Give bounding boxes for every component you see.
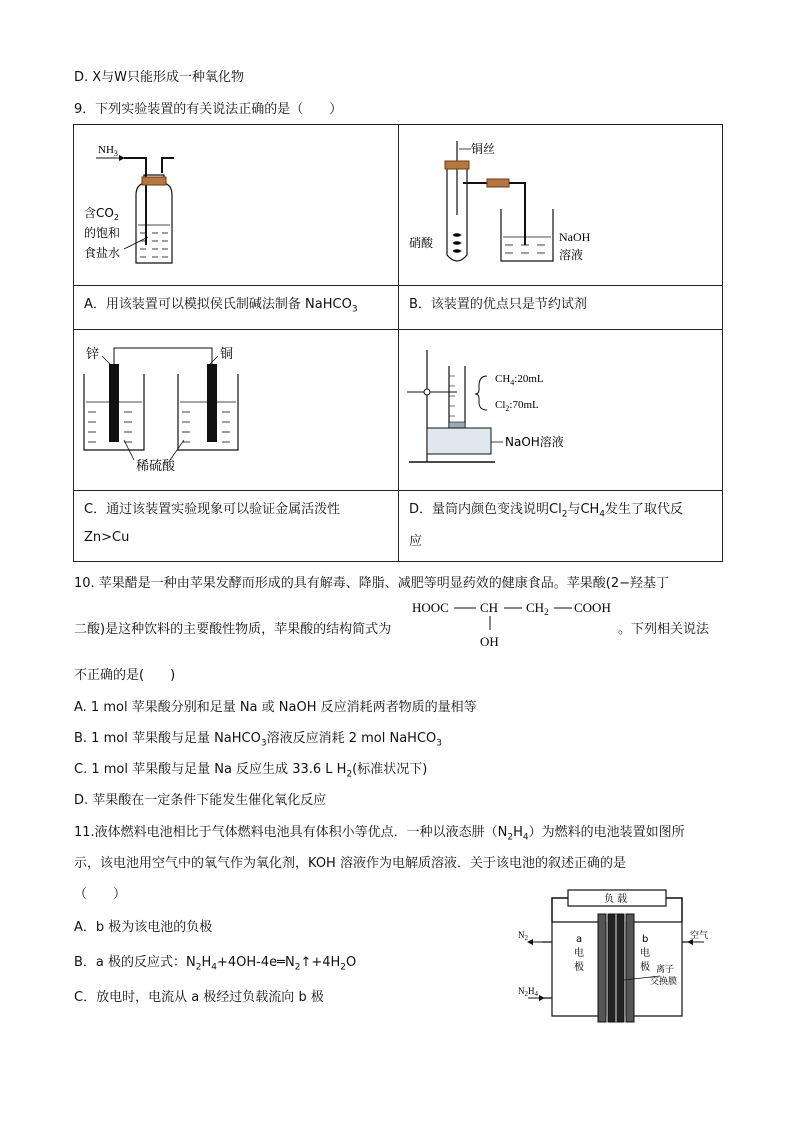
q9-a-figure xyxy=(74,125,398,285)
air-label: 空气 xyxy=(690,931,709,941)
q10-option-a xyxy=(74,696,477,715)
q9-d-figure-cell xyxy=(399,329,723,490)
cl2-label: $Cl_2:70mL$ xyxy=(495,398,539,413)
q9-b-figure xyxy=(399,125,722,285)
q9-d-caption-line1: D．量筒内颜色变浅说明$Cl_2$与$CH_4$发生了取代反 xyxy=(409,501,684,520)
q10-line2-tail xyxy=(618,618,709,637)
q11-line1: 11.液体燃料电池相比于气体燃料电池具有体积小等优点．一种以液态肼$(N_2H_4)$为燃料的电池装置如图所 xyxy=(74,825,685,843)
q9-d-caption xyxy=(399,491,722,562)
q10-line3 xyxy=(74,664,175,683)
q10-option-d xyxy=(74,789,326,808)
ch2-group: $CH_2$ xyxy=(526,600,549,617)
fuel-cell-figure xyxy=(518,888,718,1032)
b-electrode-label-2: 电 xyxy=(640,948,650,959)
q9-c-caption-line2: Zn>Cu xyxy=(84,529,130,545)
malic-acid-svg xyxy=(412,598,622,652)
naoh-solution-label: NaOH溶液 xyxy=(505,434,564,449)
nh3-label: $NH_3$ xyxy=(98,144,118,158)
q9-c-caption-line1: C．通过该装置实验现象可以验证金属活泼性 xyxy=(84,501,341,517)
salt-label-2: 的饱和 xyxy=(84,226,121,240)
cooh-group: COOH xyxy=(574,600,611,615)
q11-opt-a-text: A．b 极为该电池的负极 xyxy=(74,920,213,935)
q9-c-figure-cell xyxy=(74,329,399,490)
naoh-label-2: 溶液 xyxy=(559,248,584,262)
salt-label-1: 含$CO_2$ xyxy=(84,206,119,222)
a-electrode-label-2: 电 xyxy=(574,948,584,959)
b-electrode-label-1: b xyxy=(642,934,649,945)
q9-c-caption xyxy=(74,491,398,557)
gas-washing-bottle-figure xyxy=(74,125,398,285)
a-electrode-label-1: a xyxy=(576,934,583,945)
q10-opt-d-text: D. 苹果酸在一定条件下能发生催化氧化反应 xyxy=(74,793,327,808)
q9-a-caption: A．用该装置可以模拟侯氏制碱法制备 NaHCO$_3$ xyxy=(84,297,358,315)
q11-opt-c-text: C．放电时，电流从 a 极经过负载流向 b 极 xyxy=(74,990,324,1005)
q10-line1 xyxy=(74,572,669,591)
q11-line2-text: 示，该电池用空气中的氧气作为氧化剂，KOH 溶液作为电解质溶液．关于该电池的叙述正确的是 xyxy=(74,856,626,871)
q8-option-d xyxy=(74,66,244,85)
q10-option-c: C. 1 mol 苹果酸与足量 Na 反应生成 33.6 L $H_2$(标准状况下) xyxy=(74,762,428,780)
membrane-label-1: 离子 xyxy=(656,965,675,975)
copper-label: 铜 xyxy=(220,346,234,362)
dilute-sulfuric-acid-label: 稀硫酸 xyxy=(136,458,176,474)
naoh-label-1: NaOH xyxy=(559,230,591,244)
q9-b-figure-cell xyxy=(399,125,723,286)
malic-acid-structure xyxy=(412,598,622,656)
q9-c-caption-cell xyxy=(74,490,399,562)
ch-group: CH xyxy=(480,600,499,615)
copper-wire-label: 铜丝 xyxy=(471,142,496,156)
q10-line2 xyxy=(74,618,391,637)
q9-d-caption-cell xyxy=(399,490,723,562)
q10-line2a-text: 二酸)是这种饮料的主要酸性物质，苹果酸的结构简式为 xyxy=(74,622,392,637)
nitric-acid-apparatus xyxy=(399,125,722,285)
q8d-text: D. X与W只能形成一种氧化物 xyxy=(74,70,245,85)
q10-line2b-text: 。下列相关说法 xyxy=(618,622,710,637)
stopper xyxy=(142,177,166,185)
oh-group: OH xyxy=(480,634,499,649)
q11-line2 xyxy=(74,852,626,871)
salt-label-3: 食盐水 xyxy=(84,246,121,260)
copper-rod xyxy=(207,364,217,442)
methane-chlorine-cylinder xyxy=(399,330,722,480)
q9-table xyxy=(73,124,723,562)
q9-d-figure xyxy=(399,330,722,490)
n2-label: $N_2$ xyxy=(518,930,528,942)
zinc-copper-beakers xyxy=(74,330,398,480)
q9-a-caption-cell xyxy=(74,286,399,330)
q11-option-a xyxy=(74,916,212,935)
q10-line1-text: 10. 苹果醋是一种由苹果发酵而形成的具有解毒、降脂、减肥等明显药效的健康食品。苹果酸(2−羟基丁 xyxy=(74,576,670,591)
membrane-label-2: 交换膜 xyxy=(650,977,678,987)
hooc-group: HOOC xyxy=(412,600,449,615)
q9-stem-text: 9．下列实验装置的有关说法正确的是（ ） xyxy=(74,102,343,117)
q11-option-c xyxy=(74,986,324,1005)
zinc-rod xyxy=(109,364,119,442)
n2h4-label: $N_2H_4$ xyxy=(518,986,538,998)
q9-b-caption-cell xyxy=(399,286,723,330)
q9-a-figure-cell xyxy=(74,125,399,286)
q9-stem xyxy=(74,98,342,117)
fuel-cell-svg xyxy=(518,888,718,1028)
q10-option-b: B. 1 mol 苹果酸与足量 NaHCO$_3$溶液反应消耗 2 mol NaHCO$_3$ xyxy=(74,731,443,749)
q9-b-caption: B．该装置的优点只是节约试剂 xyxy=(409,297,587,312)
q11-line3 xyxy=(74,883,126,902)
q10-line3-text: 不正确的是( ) xyxy=(74,668,176,683)
nitric-acid-label: 硝酸 xyxy=(409,236,434,250)
q11-line3-text: （ ） xyxy=(74,887,127,902)
b-electrode-label-3: 极 xyxy=(640,962,650,973)
q10-opt-a-text: A. 1 mol 苹果酸分别和足量 Na 或 NaOH 反应消耗两者物质的量相等 xyxy=(74,700,477,715)
ch4-label: $CH_4:20mL$ xyxy=(495,372,544,387)
zinc-label: 锌 xyxy=(86,346,100,362)
a-electrode-label-3: 极 xyxy=(574,962,584,973)
q9-d-caption-line2: 应 xyxy=(409,534,423,550)
q11-option-b: B．a 极的反应式：$N_2H_4+4OH-4e═N_2↑+4H_2O$ xyxy=(74,955,357,973)
load-label: 负 载 xyxy=(604,894,628,905)
q9-c-figure xyxy=(74,330,398,490)
